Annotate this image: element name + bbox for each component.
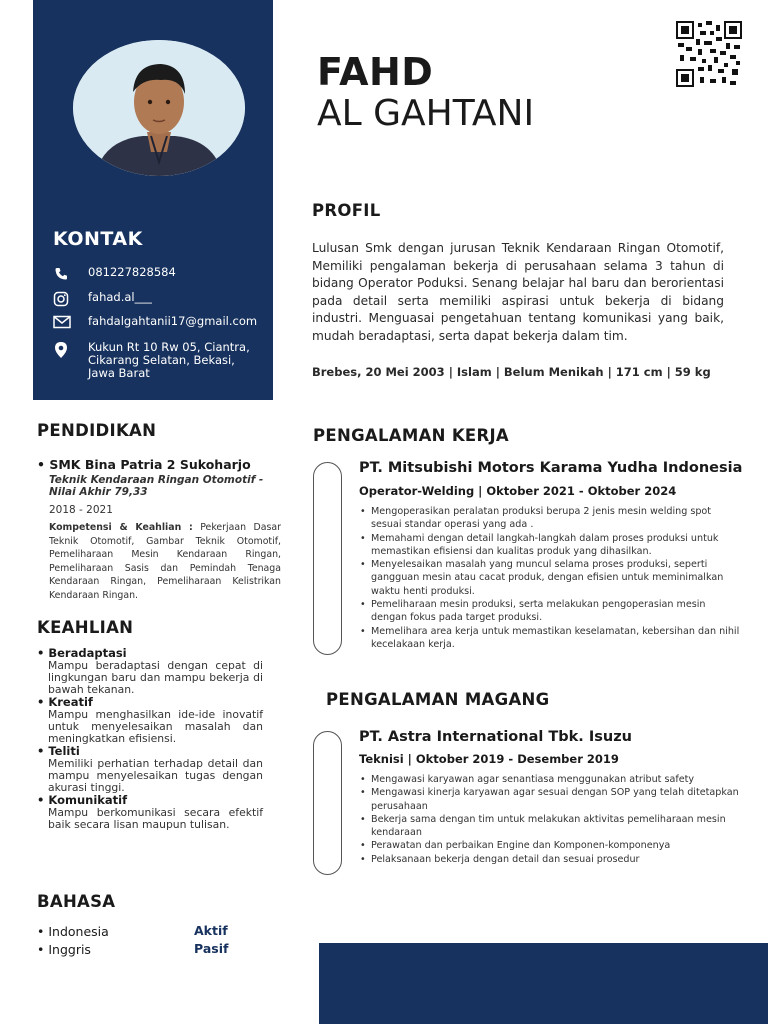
- contact-address: [53, 341, 263, 380]
- profile-summary: Lulusan Smk dengan jurusan Teknik Kendaraan Ringan Otomotif, Memiliki pengalaman bekerja di perusahaan selama 3 tahun di bidang Operator Poduksi. Senang belajar hal baru dan berorientasi pada detail serta memiliki aspirasi untuk bekerja di bidang industri. Menguasai pengetahuan tentang komunikasi yang baik, mudah beradaptasi, serta dapat bekerja dalam tim.: [312, 241, 724, 343]
- internship-company: PT. Astra International Tbk. Isuzu: [359, 729, 632, 745]
- phone-icon: [53, 266, 73, 282]
- school-name: • SMK Bina Patria 2 Sukoharjo: [37, 457, 251, 472]
- language-level: Aktif: [194, 923, 228, 938]
- skill-name: • Komunikatif: [37, 793, 128, 807]
- skill-name: • Kreatif: [37, 695, 93, 709]
- competency-text: Pekerjaan Dasar Teknik Otomotif, Gambar Teknik Otomotif, Pemeliharaan Mesin Kendaraan Ringan, Pemeliharaan Sasis dan Pemindah Tenaga Kendaraan Ringan, Pemeliharaan Kelistrikan Kendaraan Ringan.: [49, 522, 281, 601]
- skill-item: [37, 745, 263, 794]
- contact-heading: KONTAK: [53, 228, 143, 250]
- internship-timeline-bar: [313, 731, 342, 875]
- skill-item: [37, 794, 263, 831]
- contact-phone: [53, 266, 176, 282]
- profile-heading: PROFIL: [312, 201, 381, 220]
- language-name: • Inggris: [37, 942, 91, 957]
- skill-item: [37, 696, 263, 745]
- skill-description: Memiliki perhatian terhadap detail dan mampu menyelesaikan tugas dengan akurasi tinggi.: [48, 757, 263, 794]
- contact-email: [53, 315, 257, 331]
- skill-description: Mampu menghasilkan ide-ide inovatif untuk menyelesaikan masalah dan meningkatkan efisiensi.: [48, 708, 263, 745]
- contact-sidebar: [33, 0, 273, 400]
- skill-description: Mampu beradaptasi dengan cepat di lingkungan baru dan mampu bekerja di bawah tekanan.: [48, 659, 263, 696]
- internship-role: Teknisi | Oktober 2019 - Desember 2019: [359, 752, 619, 766]
- skill-name: • Beradaptasi: [37, 646, 127, 660]
- work-heading: PENGALAMAN KERJA: [313, 426, 509, 445]
- internship-duty: • Mengawasi karyawan agar senantiasa menggunakan atribut safety: [371, 773, 743, 786]
- email-icon: [53, 315, 73, 331]
- work-duty: • Menyelesaikan masalah yang muncul selama proses produksi, seperti gangguan mesin atau cacat produk, dengan efisien untuk meminimalkan waktu henti produksi.: [371, 558, 743, 598]
- education-heading: PENDIDIKAN: [37, 421, 157, 440]
- internship-heading: PENGALAMAN MAGANG: [326, 690, 550, 709]
- work-timeline-bar: [313, 462, 342, 655]
- skills-list: [37, 647, 263, 831]
- school-major: Teknik Kendaraan Ringan Otomotif - Nilai Akhir 79,33: [49, 474, 264, 498]
- contact-instagram: [53, 291, 152, 307]
- first-name: FAHD: [317, 50, 434, 94]
- last-name: AL GAHTANI: [317, 93, 535, 134]
- internship-duty: • Bekerja sama dengan tim untuk melakukan aktivitas pemeliharaan mesin kendaraan: [371, 813, 743, 840]
- work-company: PT. Mitsubishi Motors Karama Yudha Indonesia: [359, 460, 743, 476]
- work-duty: • Memahami dengan detail langkah-langkah dalam proses produksi untuk memastikan efisiensi dan kualitas produk yang dihasilkan.: [371, 532, 743, 559]
- school-competency: [49, 521, 281, 603]
- skill-name: • Teliti: [37, 744, 80, 758]
- location-pin-icon: [53, 341, 73, 357]
- skill-item: [37, 647, 263, 696]
- languages-heading: BAHASA: [37, 892, 116, 911]
- work-duty: • Pemeliharaan mesin produksi, serta melakukan pengoperasian mesin dengan fokus pada target produksi.: [371, 598, 743, 625]
- phone-number: 081227828584: [88, 265, 176, 279]
- instagram-icon: [53, 291, 73, 307]
- skill-description: Mampu berkomunikasi secara efektif baik secara lisan maupun tulisan.: [48, 806, 263, 831]
- language-level: Pasif: [194, 941, 229, 956]
- internship-duties: [371, 773, 743, 866]
- email-address: fahdalgahtanii17@gmail.com: [88, 314, 258, 328]
- work-duties: [371, 505, 743, 651]
- language-name: • Indonesia: [37, 924, 109, 939]
- work-duty: • Memelihara area kerja untuk memastikan keselamatan, kebersihan dan nihil kecelakaan kerja.: [371, 625, 743, 652]
- footer-accent-block: [319, 943, 768, 1024]
- competency-label: Kompetensi & Keahlian :: [49, 522, 193, 533]
- internship-duty: • Perawatan dan perbaikan Engine dan Komponen-komponenya: [371, 839, 743, 852]
- instagram-handle: fahad.al___: [88, 290, 152, 304]
- work-role: Operator-Welding | Oktober 2021 - Oktober 2024: [359, 484, 677, 498]
- profile-photo: [73, 40, 245, 176]
- skills-heading: KEAHLIAN: [37, 618, 134, 637]
- address-text: Kukun Rt 10 Rw 05, Ciantra, Cikarang Selatan, Bekasi, Jawa Barat: [88, 340, 250, 380]
- internship-duty: • Mengawasi kinerja karyawan agar sesuai dengan SOP yang telah ditetapkan perusahaan: [371, 786, 743, 813]
- school-years: 2018 - 2021: [49, 504, 113, 516]
- qr-code-icon: [676, 21, 742, 87]
- work-duty: • Mengoperasikan peralatan produksi berupa 2 jenis mesin welding spot sesuai standar operasi yang ada .: [371, 505, 743, 532]
- personal-facts: Brebes, 20 Mei 2003 | Islam | Belum Menikah | 171 cm | 59 kg: [312, 365, 711, 379]
- internship-duty: • Pelaksanaan bekerja dengan detail dan sesuai prosedur: [371, 853, 743, 866]
